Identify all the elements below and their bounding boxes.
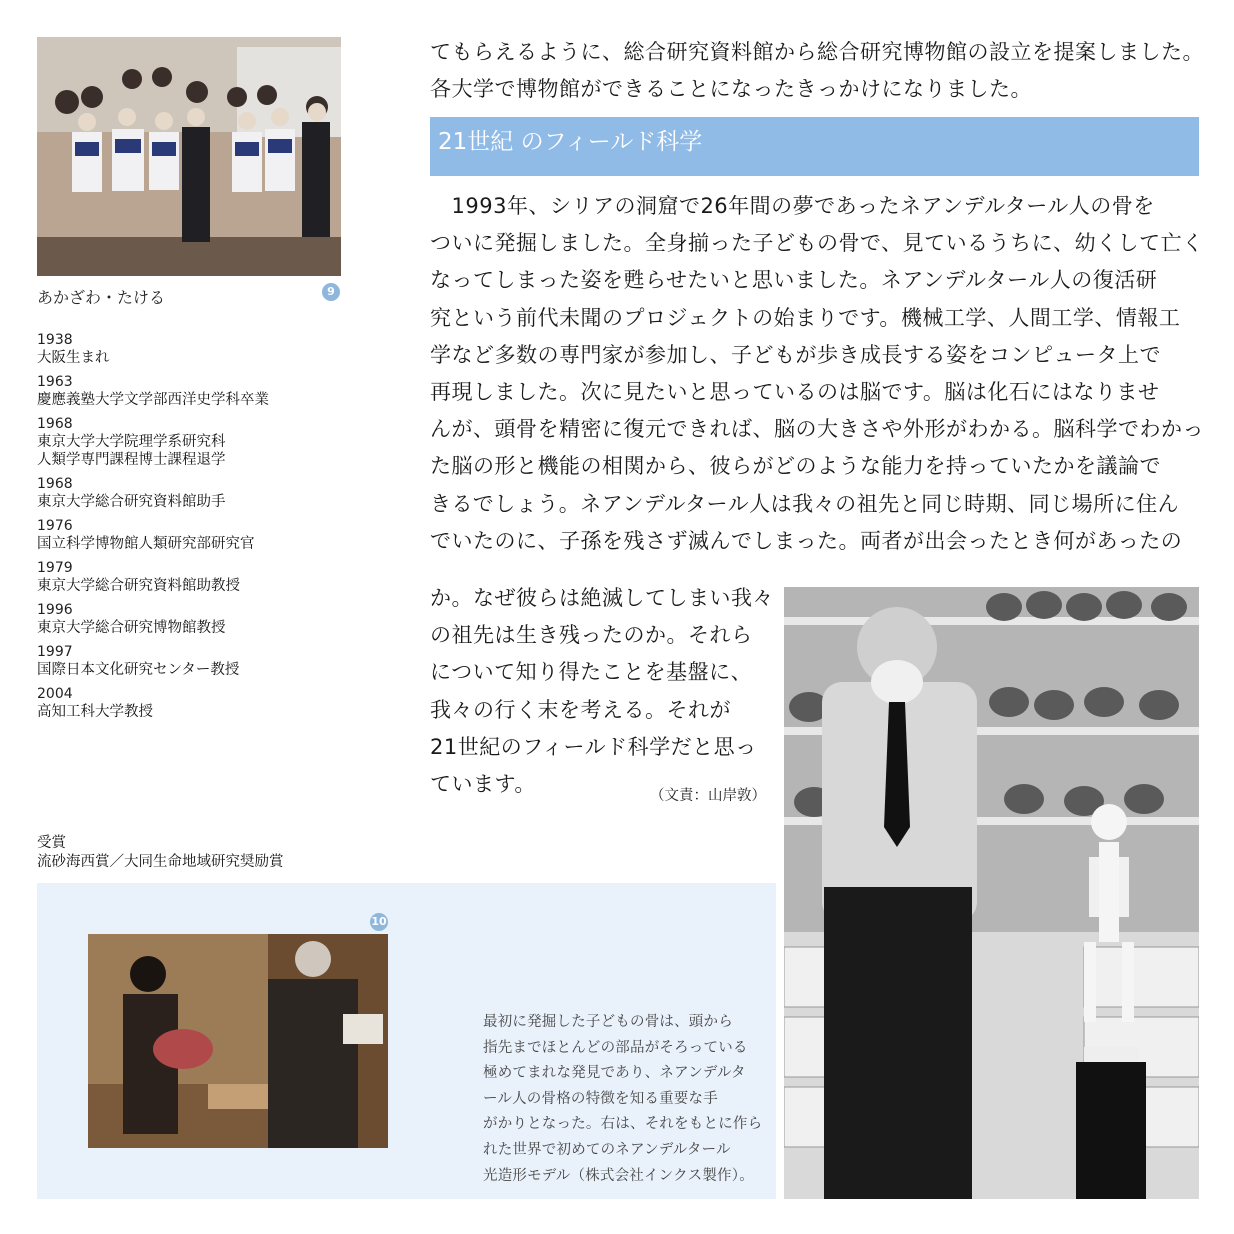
timeline-text: 国際日本文化研究センター教授: [37, 662, 240, 678]
box-caption-line: 最初に発掘した子どもの骨は、頭から: [483, 1014, 733, 1030]
photo-number-badge: 10: [370, 913, 388, 931]
intro-paragraph: [430, 34, 1205, 108]
timeline-year: 1963: [37, 374, 73, 390]
timeline-text: 大阪生まれ: [37, 350, 110, 366]
career-timeline: [37, 331, 377, 727]
body-line: 究という前代未聞のプロジェクトの始まりです。機械工学、人間工学、情報工: [430, 305, 1181, 330]
timeline-text: 東京大学総合研究博物館教授: [37, 620, 226, 636]
box-caption-line: 極めてまれな発見であり、ネアンデルタ: [483, 1065, 746, 1082]
timeline-entry: [37, 415, 377, 469]
box-caption-line: がかりとなった。右は、それをもとに作ら: [483, 1116, 763, 1133]
author-credit: （文責：山岸敦）: [650, 788, 766, 804]
timeline-text: 人類学専門課程博士課程退学: [37, 452, 226, 468]
group-photo: [37, 37, 341, 276]
timeline-year: 1996: [37, 602, 73, 618]
timeline-text: 慶應義塾大学文学部西洋史学科卒業: [37, 392, 269, 408]
timeline-text: 高知工科大学教授: [37, 704, 153, 720]
timeline-text: 東京大学総合研究資料館助教授: [37, 578, 240, 594]
timeline-entry: [37, 331, 377, 367]
portrait-photo: [784, 587, 1199, 1199]
body-line: でいたのに、子孫を残さず滅んでしまった。両者が出会ったとき何があったの: [430, 528, 1183, 553]
award-photo: [88, 934, 388, 1148]
photo-number-badge: 9: [322, 283, 340, 301]
body-line: 再現しました。次に見たいと思っているのは脳です。脳は化石にはなりませ: [430, 380, 1160, 405]
box-caption-line: ール人の骨格の特徴を知る重要な手: [483, 1090, 718, 1107]
group-photo-caption: あかざわ・たける: [37, 288, 166, 307]
timeline-year: 1938: [37, 332, 73, 348]
narrow-paragraph: [430, 580, 775, 803]
awards-text: 流砂海西賞／大同生命地域研究奨励賞: [37, 854, 284, 870]
body-line: ついに発掘しました。全身揃った子どもの骨で、見ているうちに、幼くして亡く: [430, 231, 1204, 256]
timeline-entry: [37, 685, 377, 721]
timeline-year: 1979: [37, 560, 73, 576]
narrow-line: ています。: [430, 772, 536, 797]
timeline-entry: [37, 643, 377, 679]
body-line: た脳の形と機能の相関から、彼らがどのような能力を持っていたかを議論で: [430, 454, 1161, 479]
section-heading: 21世紀 のフィールド科学: [438, 129, 703, 155]
timeline-text: 東京大学総合研究資料館助手: [37, 494, 226, 510]
timeline-year: 1968: [37, 416, 73, 432]
box-caption-line: れた世界で初めてのネアンデルタール: [483, 1141, 731, 1158]
box-caption-line: 光造形モデル（株式会社インクス製作）。: [483, 1167, 754, 1184]
body-line: 学など多数の専門家が参加し、子どもが歩き成長する姿をコンピュータ上で: [430, 342, 1161, 367]
timeline-year: 2004: [37, 686, 73, 702]
body-line: 1993年、シリアの洞窟で26年間の夢であったネアンデルタール人の骨を: [430, 194, 1155, 218]
narrow-line: 21世紀のフィールド科学だと思っ: [430, 734, 757, 759]
body-line: きるでしょう。ネアンデルタール人は我々の祖先と同じ時期、同じ場所に住ん: [430, 491, 1180, 516]
section-heading-bar: [430, 117, 1199, 176]
timeline-year: 1997: [37, 644, 73, 660]
intro-line: てもらえるように、総合研究資料館から総合研究博物館の設立を提案しました。: [430, 40, 1204, 64]
awards-heading: 受賞: [37, 835, 66, 851]
timeline-entry: [37, 517, 377, 553]
narrow-line: について知り得たことを基盤に、: [430, 660, 753, 685]
box-caption-text: [483, 1010, 773, 1189]
timeline-entry: [37, 373, 377, 409]
body-line: なってしまった姿を甦らせたいと思いました。ネアンデルタール人の復活研: [430, 268, 1158, 293]
timeline-text: 国立科学博物館人類研究部研究官: [37, 536, 255, 552]
narrow-line: 我々の行く末を考える。それが: [430, 697, 731, 722]
timeline-year: 1968: [37, 476, 73, 492]
timeline-entry: [37, 559, 377, 595]
timeline-year: 1976: [37, 518, 73, 534]
timeline-entry: [37, 475, 377, 511]
timeline-entry: [37, 601, 377, 637]
body-paragraph: [430, 188, 1205, 560]
intro-line: 各大学で博物館ができることになったきっかけになりました。: [430, 77, 1032, 101]
box-caption-line: 指先までほとんどの部品がそろっている: [483, 1039, 748, 1056]
narrow-line: か。なぜ彼らは絶滅してしまい我々: [430, 586, 774, 610]
narrow-line: の祖先は生き残ったのか。それら: [430, 623, 753, 648]
timeline-text: 東京大学大学院理学系研究科: [37, 434, 226, 450]
awards-block: [37, 834, 397, 872]
body-line: んが、頭骨を精密に復元できれば、脳の大きさや外形がわかる。脳科学でわかっ: [430, 417, 1204, 442]
